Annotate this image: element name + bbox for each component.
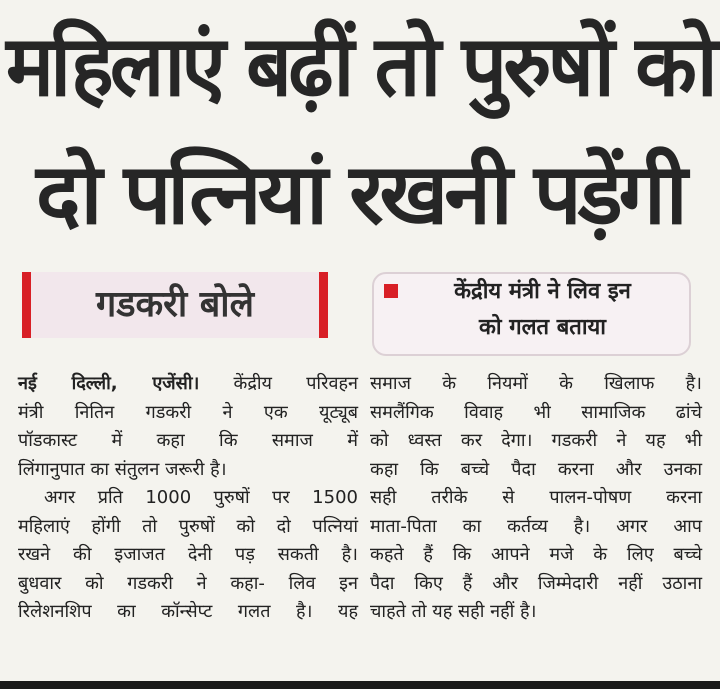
body-line: महिलाएं होंगी तो पुरुषों को दो पत्नियां — [18, 515, 358, 537]
body-line: माता-पिता का कर्तव्य है। अगर आप — [370, 515, 702, 537]
kicker-box — [22, 272, 328, 338]
body-line: पॉडकास्ट में कहा कि समाज में — [18, 430, 358, 451]
headline-line-1: महिलाएं बढ़ीं तो पुरुषों को — [6, 17, 714, 115]
body-line: सही तरीके से पालन-पोषण करना — [370, 487, 702, 508]
body-column-right — [370, 370, 702, 627]
body-line: बुधवार को गडकरी ने कहा- लिव इन — [18, 572, 358, 594]
body-line: कहते हैं कि आपने मजे के लिए बच्चे — [370, 544, 702, 565]
body-line: रखने की इजाजत देनी पड़ सकती है। — [18, 544, 358, 565]
body-line: पैदा किए हैं और जिम्मेदारी नहीं उठाना — [370, 572, 702, 594]
kicker-right-bar — [319, 272, 328, 338]
body-line: रिलेशनशिप का कॉन्सेप्ट गलत है। यह — [18, 601, 358, 622]
body-line: चाहते तो यह सही नहीं है। — [370, 601, 537, 622]
headline-line-2: दो पत्नियां रखनी पड़ेंगी — [36, 145, 684, 243]
bullet-square-icon — [384, 284, 398, 298]
body-line: समलैंगिक विवाह भी सामाजिक ढांचे — [370, 401, 702, 423]
body-line: अगर प्रति 1000 पुरुषों पर 1500 — [44, 487, 358, 508]
subhead-line-2: को गलत बताया — [478, 315, 606, 340]
body-line: लिंगानुपात का संतुलन जरूरी है। — [18, 458, 227, 480]
body-line: कहा कि बच्चे पैदा करना और उनका — [370, 458, 702, 480]
body-line — [18, 370, 358, 399]
kicker-label: गडकरी बोले — [95, 284, 255, 325]
subhead-text — [406, 274, 679, 346]
subhead-box — [372, 272, 691, 356]
body-line: को ध्वस्त कर देगा। गडकरी ने यह भी — [370, 430, 702, 451]
body-line: समाज के नियमों के खिलाफ है। — [370, 373, 702, 394]
bottom-rule — [0, 681, 720, 689]
body-line: मंत्री नितिन गडकरी ने एक यूट्यूब — [18, 401, 358, 423]
body-text: केंद्रीय परिवहन — [233, 373, 358, 394]
body-column-left — [18, 370, 358, 627]
subhead-line-1: केंद्रीय मंत्री ने लिव इन — [454, 279, 631, 304]
dateline: नई दिल्ली, एजेंसी। — [18, 373, 200, 394]
kicker-left-bar — [22, 272, 31, 338]
